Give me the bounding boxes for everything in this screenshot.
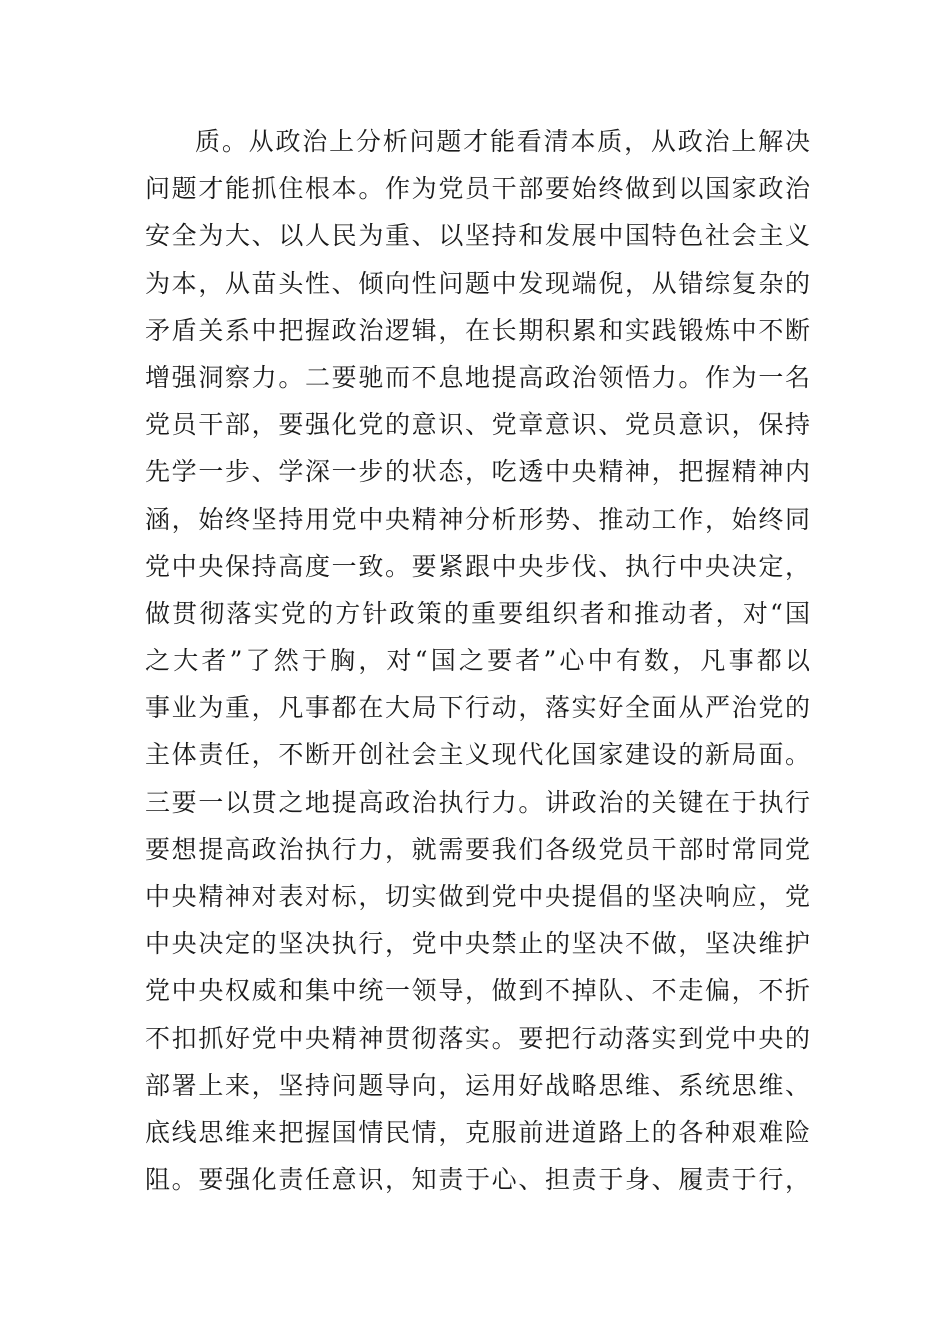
text-line: 不扣抓好党中央精神贯彻落实。要把行动落实到党中央的 <box>145 1023 810 1053</box>
text-line: 主体责任，不断开创社会主义现代化国家建设的新局面。 <box>145 740 810 770</box>
text-line: 先学一步、学深一步的状态，吃透中央精神，把握精神内 <box>145 457 810 487</box>
text-line: 矛盾关系中把握政治逻辑，在长期积累和实践锻炼中不断 <box>145 315 810 345</box>
text-line: 增强洞察力。二要驰而不息地提高政治领悟力。作为一名 <box>145 362 810 392</box>
body-text <box>145 118 810 1203</box>
text-line: 之大者”了然于胸，对“国之要者”心中有数，凡事都以 <box>145 646 810 676</box>
text-line: 质。从政治上分析问题才能看清本质，从政治上解决 <box>195 127 810 156</box>
text-line: 党中央权威和集中统一领导，做到不掉队、不走偏，不折 <box>145 976 810 1006</box>
text-line: 党中央保持高度一致。要紧跟中央步伐、执行中央决定， <box>145 551 810 581</box>
text-line: 事业为重，凡事都在大局下行动，落实好全面从严治党的 <box>145 693 810 723</box>
text-line: 安全为大、以人民为重、以坚持和发展中国特色社会主义 <box>145 221 810 251</box>
text-line: 三要一以贯之地提高政治执行力。讲政治的关键在于执行 <box>145 787 810 817</box>
text-line: 党员干部，要强化党的意识、党章意识、党员意识，保持 <box>145 410 810 440</box>
text-line: 问题才能抓住根本。作为党员干部要始终做到以国家政治 <box>145 174 810 204</box>
text-line: 中央精神对表对标，切实做到党中央提倡的坚决响应，党 <box>145 882 810 911</box>
text-line: 要想提高政治执行力，就需要我们各级党员干部时常同党 <box>145 834 810 864</box>
text-line: 部署上来，坚持问题导向，运用好战略思维、系统思维、 <box>145 1070 810 1100</box>
text-line: 为本，从苗头性、倾向性问题中发现端倪，从错综复杂的 <box>145 268 810 298</box>
text-line: 做贯彻落实党的方针政策的重要组织者和推动者，对“国 <box>145 598 810 628</box>
text-line: 中央决定的坚决执行，党中央禁止的坚决不做，坚决维护 <box>145 929 810 959</box>
text-line: 底线思维来把握国情民情，克服前进道路上的各种艰难险 <box>145 1117 810 1147</box>
text-line: 涵，始终坚持用党中央精神分析形势、推动工作，始终同 <box>145 504 810 534</box>
text-line: 阻。要强化责任意识，知责于心、担责于身、履责于行， <box>145 1165 810 1195</box>
